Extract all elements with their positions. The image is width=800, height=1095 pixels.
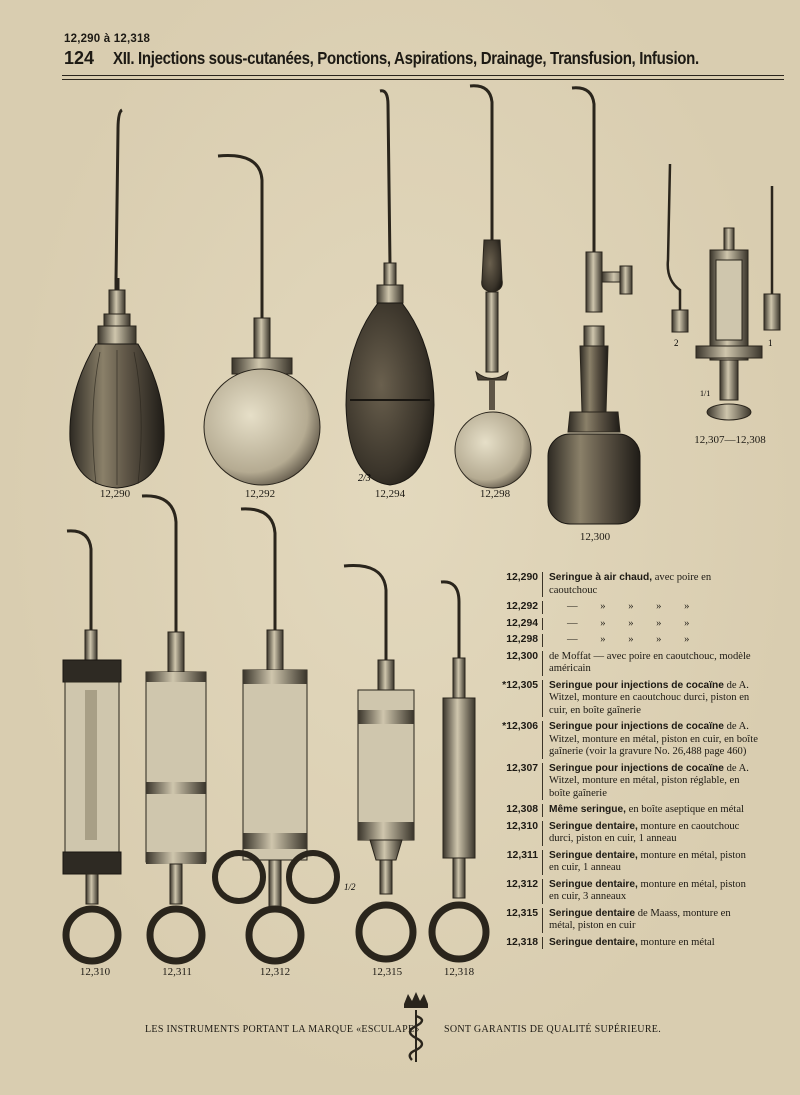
entry-number: 12,318 xyxy=(490,937,543,950)
entry-detail: — » » » » xyxy=(567,634,700,645)
entry-row xyxy=(490,804,758,817)
entry-detail: de Moffat — avec poire en caoutchouc, modèle américain xyxy=(549,650,751,674)
entry-detail: de A. Witzel, monture en métal, piston en cuir, en boîte gaînerie (voir la gravure No. 26,488 page 460) xyxy=(549,721,758,757)
page-header xyxy=(64,48,744,69)
entry-number: 12,312 xyxy=(490,879,543,904)
entry-detail: — » » » » xyxy=(567,617,700,629)
syringe-illustration-12298 xyxy=(450,80,540,490)
entry-number: *12,306 xyxy=(490,721,543,759)
entry-text xyxy=(543,821,758,846)
entry-row xyxy=(490,908,758,933)
caption-12315: 12,315 xyxy=(371,966,403,978)
entry-number: 12,300 xyxy=(490,651,543,676)
entry-detail: avec poire en caoutchouc xyxy=(549,572,712,596)
caption-12294: 12,294 xyxy=(374,488,406,500)
entry-row xyxy=(490,618,758,631)
entry-text xyxy=(543,634,758,647)
entry-text xyxy=(543,651,758,676)
syringe-illustration-12310 xyxy=(55,525,130,965)
entry-number: 12,292 xyxy=(490,601,543,614)
entry-lead: Seringue dentaire, xyxy=(549,820,638,832)
entry-detail: en boîte aseptique en métal xyxy=(626,804,744,815)
entry-text xyxy=(543,680,758,718)
caption-12311: 12,311 xyxy=(162,966,192,978)
entry-lead: Seringue pour injections de cocaïne xyxy=(549,762,724,774)
entry-lead: Seringue pour injections de cocaïne xyxy=(549,679,724,691)
item-description-list xyxy=(490,572,758,953)
entry-row xyxy=(490,763,758,801)
entry-row xyxy=(490,850,758,875)
entry-text xyxy=(543,908,758,933)
entry-detail: de Maass, monture en métal, piston en cuir xyxy=(549,907,731,931)
entry-text xyxy=(543,879,758,904)
entry-number: 12,294 xyxy=(490,618,543,631)
caption-12298: 12,298 xyxy=(479,488,511,500)
entry-text xyxy=(543,721,758,759)
scale-mark-12307: 1/1 xyxy=(700,389,711,398)
entry-detail: de A. Witzel, monture en métal, piston réglable, en boîte gaînerie xyxy=(549,762,749,799)
caption-12307-12308: 12,307—12,308 xyxy=(694,434,766,446)
entry-row xyxy=(490,651,758,676)
entry-number: *12,305 xyxy=(490,680,543,718)
syringe-illustration-12312 xyxy=(205,505,350,970)
entry-number: 12,298 xyxy=(490,634,543,647)
entry-text xyxy=(543,572,758,597)
entry-number: 12,315 xyxy=(490,908,543,933)
caption-12312: 12,312 xyxy=(259,966,291,978)
entry-row xyxy=(490,937,758,950)
entry-detail: de A. Witzel, monture en caoutchouc durci, piston en cuir, en boîte gaînerie xyxy=(549,679,750,716)
caption-12310: 12,310 xyxy=(79,966,111,978)
syringe-illustration-12307 xyxy=(650,160,790,440)
entry-text xyxy=(543,618,758,631)
caption-12300: 12,300 xyxy=(579,531,611,543)
header-rule-thin xyxy=(62,79,784,80)
entry-lead: Seringue dentaire xyxy=(549,907,636,919)
caption-12318: 12,318 xyxy=(443,966,475,978)
entry-lead: Même seringue, xyxy=(549,804,626,815)
scale-mark-12294: 2/3 xyxy=(358,473,371,484)
entry-detail: monture en métal xyxy=(637,936,715,948)
header-rule xyxy=(62,75,784,76)
esculape-emblem-icon xyxy=(398,992,434,1064)
entry-row xyxy=(490,572,758,597)
page-range: 12,290 à 12,318 xyxy=(64,33,151,45)
caption-12292: 12,292 xyxy=(244,488,276,500)
entry-text xyxy=(543,937,758,950)
caption-12290: 12,290 xyxy=(99,488,131,500)
syringe-illustration-12292 xyxy=(200,150,325,490)
entry-detail: monture en métal, piston en cuir, 3 anneaux xyxy=(549,878,746,902)
syringe-illustration-12311 xyxy=(140,492,215,967)
entry-lead: Seringue pour injections de cocaïne xyxy=(549,721,724,732)
entry-detail: monture en caoutchouc durci, piston en cuir, 1 anneau xyxy=(549,820,740,844)
entry-detail: — » » » » xyxy=(567,601,700,612)
entry-row xyxy=(490,680,758,718)
entry-number: 12,290 xyxy=(490,572,543,597)
entry-text xyxy=(543,804,758,817)
entry-number: 12,307 xyxy=(490,763,543,801)
footer-right-text: SONT GARANTIS DE QUALITÉ SUPÉRIEURE. xyxy=(444,1024,662,1035)
syringe-illustration-12315 xyxy=(340,560,425,970)
section-title: XII. Injections sous-cutanées, Ponctions, Aspirations, Drainage, Transfusion, Infusion. xyxy=(112,48,699,68)
entry-lead: Seringue dentaire, xyxy=(549,936,638,948)
entry-lead: Seringue à air chaud, xyxy=(549,572,653,583)
entry-number: 12,311 xyxy=(490,850,543,875)
entry-text xyxy=(543,850,758,875)
entry-number: 12,310 xyxy=(490,821,543,846)
entry-detail: monture en métal, piston en cuir, 1 anneau xyxy=(549,849,746,873)
entry-lead: Seringue dentaire, xyxy=(549,878,638,890)
syringe-illustration-12290 xyxy=(60,100,190,490)
entry-row xyxy=(490,601,758,614)
entry-row xyxy=(490,634,758,647)
entry-row xyxy=(490,721,758,759)
entry-row xyxy=(490,879,758,904)
syringe-illustration-12294 xyxy=(340,85,450,490)
page-number: 124 xyxy=(64,48,95,68)
entry-row xyxy=(490,821,758,846)
entry-text xyxy=(543,601,758,614)
entry-lead: Seringue dentaire, xyxy=(549,849,638,861)
entry-number: 12,308 xyxy=(490,804,543,817)
part-label-2: 2 xyxy=(674,338,679,348)
part-label-1: 1 xyxy=(768,338,773,348)
scale-mark-12315: 1/2 xyxy=(344,882,356,892)
entry-text xyxy=(543,763,758,801)
syringe-illustration-12300 xyxy=(540,82,650,527)
syringe-illustration-12318 xyxy=(425,578,495,970)
footer-left-text: LES INSTRUMENTS PORTANT LA MARQUE «ESCULAPE» xyxy=(145,1024,420,1035)
